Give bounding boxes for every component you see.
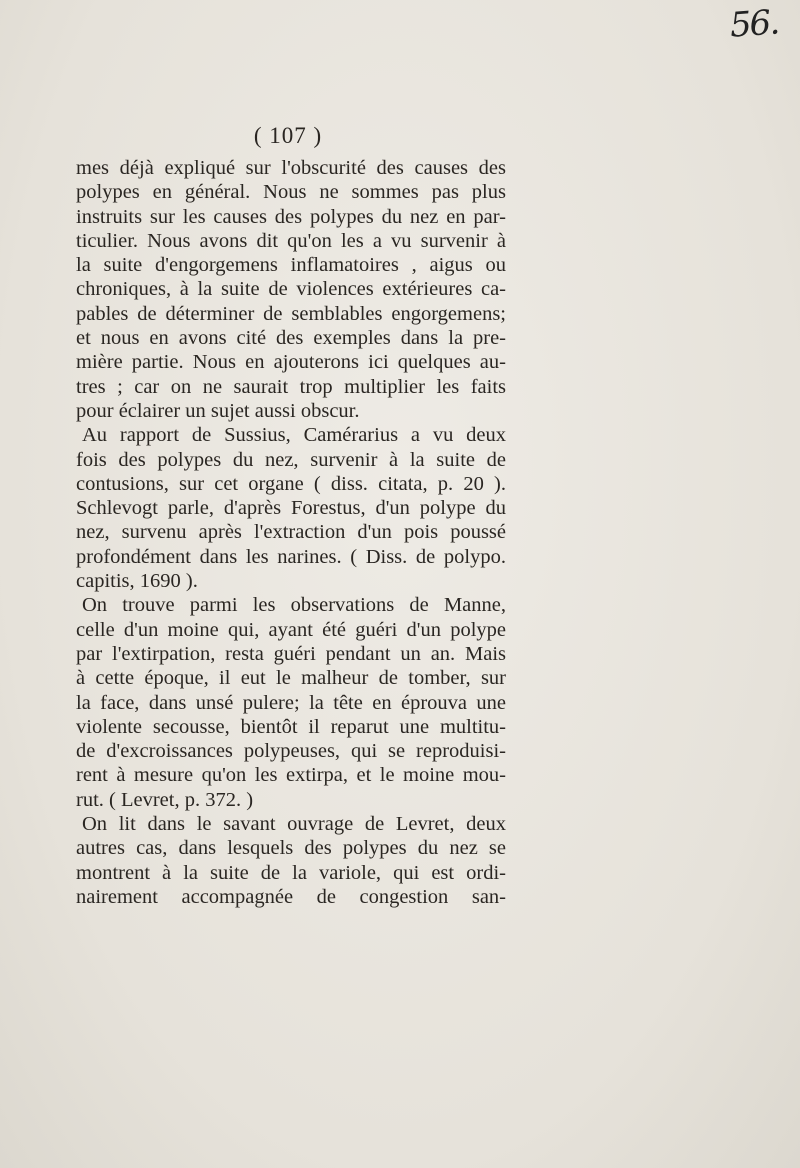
text-line: capitis, 1690 ).	[76, 570, 198, 593]
text-line: Au rapport de Sussius, Camérarius a vu deux	[82, 424, 506, 447]
text-line: chroniques, à la suite de violences extérieures ca-	[76, 278, 506, 301]
text-line: montrent à la suite de la variole, qui est ordi-	[76, 861, 506, 884]
text-line: et nous en avons cité des exemples dans la pre-	[76, 327, 506, 350]
text-line: nez, survenu après l'extraction d'un pois poussé	[76, 521, 506, 544]
text-line: nairement accompagnée de congestion san-	[76, 885, 506, 908]
handwritten-folio-number: 56.	[728, 2, 780, 46]
text-line: par l'extirpation, resta guéri pendant un an. Mais	[76, 642, 506, 665]
body-text	[76, 156, 506, 909]
text-line: ticulier. Nous avons dit qu'on les a vu survenir à	[76, 229, 506, 252]
text-line: pables de déterminer de semblables engorgemens;	[76, 302, 506, 325]
text-line: à cette époque, il eut le malheur de tomber, sur	[76, 667, 506, 690]
text-line: instruits sur les causes des polypes du nez en par-	[76, 205, 506, 228]
text-line: mes déjà expliqué sur l'obscurité des causes des	[76, 157, 506, 179]
text-line: fois des polypes du nez, survenir à la suite de	[76, 448, 506, 471]
text-line: la face, dans unsé pulere; la tête en éprouva une	[76, 691, 506, 714]
text-line: profondément dans les narines. ( Diss. de polypo.	[76, 545, 506, 568]
text-line: violente secousse, bientôt il reparut une multitu-	[76, 715, 506, 738]
page-number: ( 107 )	[253, 123, 323, 148]
text-line: On lit dans le savant ouvrage de Levret, deux	[82, 813, 506, 836]
text-line: celle d'un moine qui, ayant été guéri d'un polype	[76, 618, 506, 641]
text-line: autres cas, dans lesquels des polypes du nez se	[76, 837, 506, 860]
text-line: pour éclairer un sujet aussi obscur.	[76, 399, 360, 422]
text-line: Schlevogt parle, d'après Forestus, d'un polype du	[76, 497, 506, 520]
text-line: rut. ( Levret, p. 372. )	[76, 788, 254, 811]
text-line: rent à mesure qu'on les extirpa, et le moine mou-	[76, 764, 506, 787]
text-line: mière partie. Nous en ajouterons ici quelques au-	[76, 351, 506, 374]
text-line: tres ; car on ne saurait trop multiplier les faits	[76, 375, 506, 398]
text-line: contusions, sur cet organe ( diss. citata, p. 20 ).	[76, 472, 506, 495]
text-line: polypes en général. Nous ne sommes pas plus	[76, 181, 506, 204]
text-line: On trouve parmi les observations de Manne,	[82, 594, 506, 617]
text-line: la suite d'engorgemens inflamatoires , aigus ou	[76, 254, 506, 277]
text-line: de d'excroissances polypeuses, qui se reproduisi-	[76, 740, 506, 763]
